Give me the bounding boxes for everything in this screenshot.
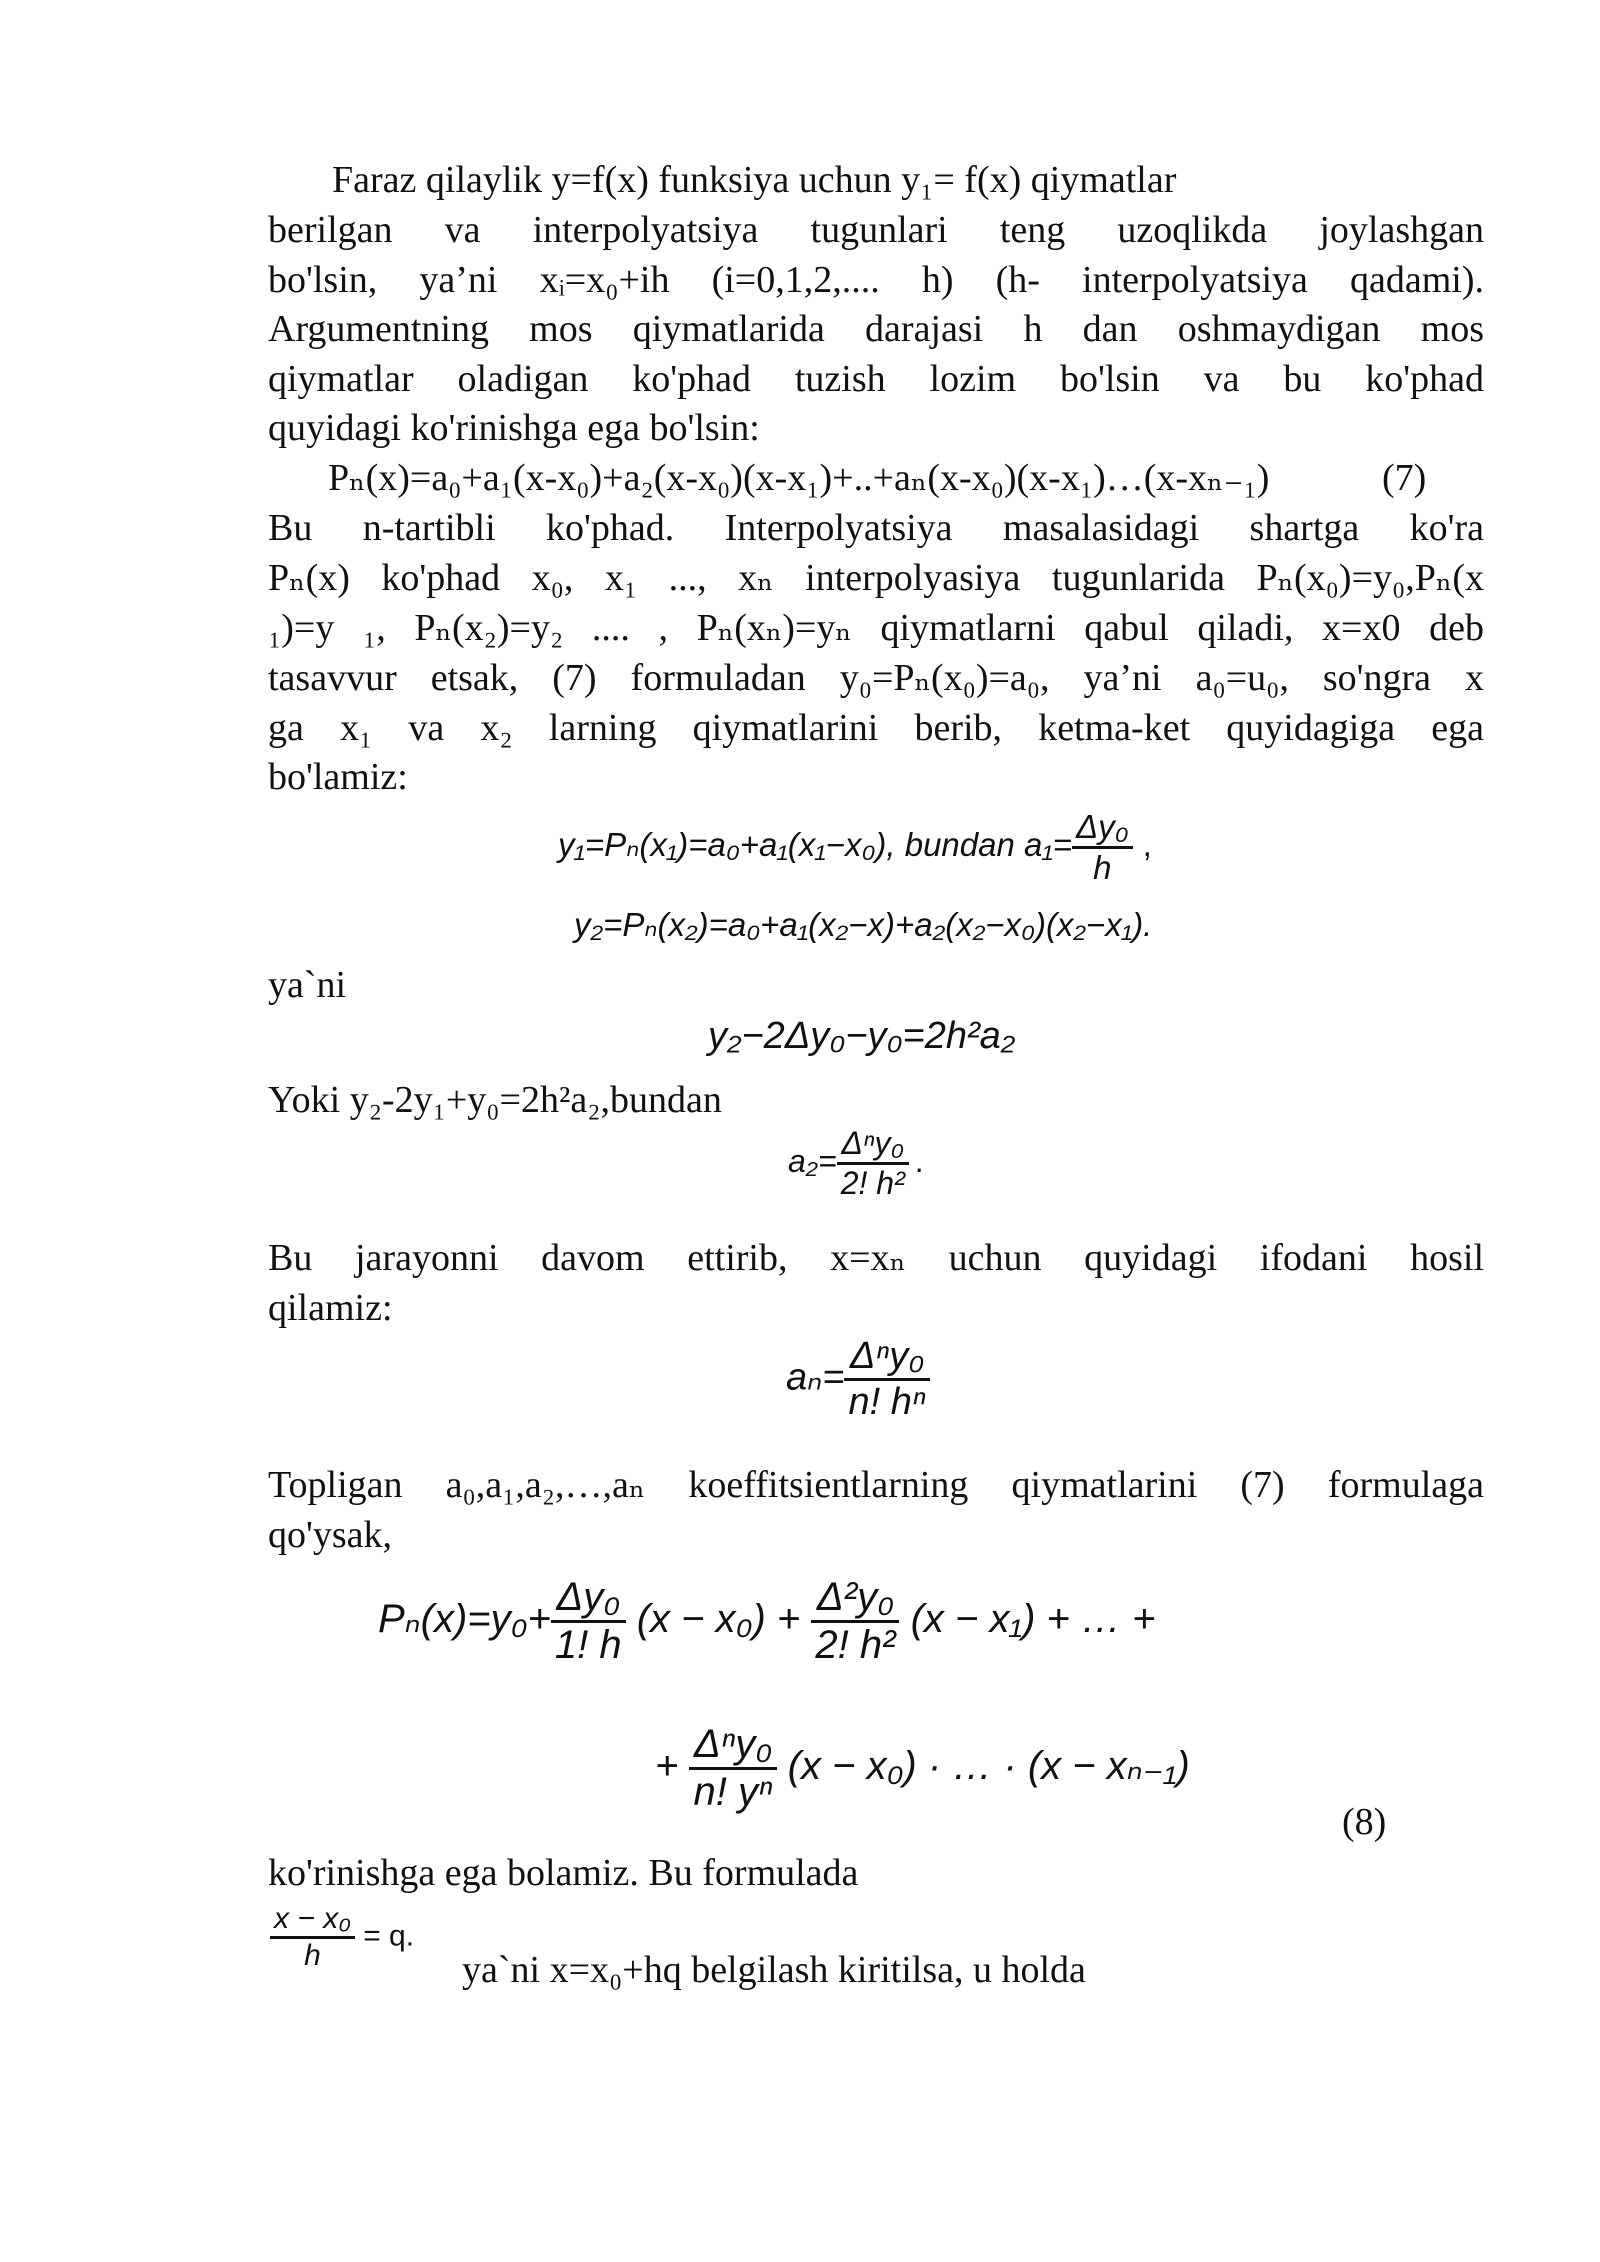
paragraph-1-line-2: berilgan va interpolyatsiya tugunlari teng uzoqlikda joylashgan <box>268 209 1484 251</box>
formula-q-fraction <box>270 1902 355 1973</box>
formula-8-fraction-3 <box>689 1722 776 1815</box>
paragraph-4-line-1: Topligan a₀,a₁,a₂,…,aₙ koeffitsientlarning qiymatlarini (7) formulaga <box>268 1464 1484 1506</box>
paragraph-2-line-6: bo'lamiz: <box>268 756 408 798</box>
yani-label: ya`ni <box>268 964 347 1006</box>
formula-8-row-2-plus: + <box>655 1744 679 1789</box>
formula-an-lhs: aₙ= <box>786 1356 845 1399</box>
formula-q-numerator: x − x₀ <box>270 1902 355 1939</box>
formula-8-row-2 <box>655 1722 1190 1815</box>
formula-y1-tail: , <box>1142 826 1152 864</box>
formula-a2-tail: . <box>914 1142 924 1179</box>
paragraph-2-line-1: Bu n-tartibli ko'phad. Interpolyatsiya masalasidagi shartga ko'ra <box>268 507 1484 549</box>
formula-an <box>786 1335 930 1424</box>
yoki-line: Yoki y₂-2y₁+y₀=2h²a₂,bundan <box>268 1079 722 1121</box>
equation-7: Pₙ(x)=a₀+a₁(x-x₀)+a₂(x-x₀)(x-x₁)+..+aₙ(x-x₀)(x-x₁)…(x-xₙ₋₁) <box>328 457 1270 499</box>
formula-q-denominator: h <box>304 1939 321 1972</box>
formula-8-fraction-1-denominator: 1! h <box>554 1623 622 1667</box>
formula-a2-numerator: Δⁿy₀ <box>837 1125 909 1165</box>
formula-y1 <box>558 808 1152 887</box>
formula-a2-denominator: 2! h² <box>840 1165 905 1201</box>
formula-8-fraction-2 <box>811 1575 899 1668</box>
paragraph-4-line-2: qo'ysak, <box>268 1514 393 1556</box>
paragraph-3-line-1: Bu jarayonni davom ettirib, x=xₙ uchun quyidagi ifodani hosil <box>268 1237 1484 1279</box>
formula-y1-lhs: y₁=Pₙ(x₁)=a₀+a₁(x₁−x₀), bundan a₁= <box>558 826 1073 864</box>
formula-8-fraction-3-denominator: n! yⁿ <box>693 1770 773 1814</box>
equation-8-number: (8) <box>1342 1801 1387 1843</box>
formula-a2 <box>788 1125 924 1202</box>
formula-8-middle-2: (x − x₁) + … + <box>910 1597 1156 1642</box>
formula-8-row-1 <box>378 1575 1155 1668</box>
paragraph-1-line-6: quyidagi ko'rinishga ega bo'lsin: <box>268 407 760 449</box>
paragraph-1-line-5: qiymatlar oladigan ko'phad tuzish lozim bo'lsin va bu ko'phad <box>268 358 1484 400</box>
paragraph-1-line-3: bo'lsin, ya’ni xᵢ=x₀+ih (i=0,1,2,.... h) (h- interpolyatsiya qadami). <box>268 259 1484 301</box>
formula-y2: y₂=Pₙ(x₂)=a₀+a₁(x₂−x)+a₂(x₂−x₀)(x₂−x₁). <box>574 906 1153 943</box>
equation-7-number: (7) <box>1382 457 1427 499</box>
formula-q <box>270 1902 414 1973</box>
paragraph-1-line-4: Argumentning mos qiymatlarida darajasi h dan oshmaydigan mos <box>268 308 1484 350</box>
paragraph-1-line-1: Faraz qilaylik y=f(x) funksiya uchun y₁= f(x) qiymatlar <box>332 159 1177 201</box>
formula-8-row-2-tail: (x − x₀) · … · (x − xₙ₋₁) <box>787 1744 1190 1789</box>
formula-an-fraction <box>844 1335 929 1424</box>
formula-8-lhs: Pₙ(x)=y₀+ <box>378 1597 551 1642</box>
formula-8-fraction-1-numerator: Δy₀ <box>551 1575 626 1623</box>
formula-a2-lhs: a₂= <box>788 1142 837 1179</box>
formula-y1-denominator: h <box>1093 849 1112 886</box>
formula-8-fraction-2-denominator: 2! h² <box>815 1623 896 1667</box>
final-line: ya`ni x=x₀+hq belgilash kiritilsa, u holda <box>462 1949 1086 1991</box>
formula-y1-numerator: Δy₀ <box>1072 808 1133 849</box>
paragraph-3-line-2: qilamiz: <box>268 1287 393 1329</box>
formula-8-fraction-3-numerator: Δⁿy₀ <box>689 1722 776 1770</box>
formula-an-numerator: Δⁿy₀ <box>844 1335 929 1381</box>
paragraph-5-line-1: ko'rinishga ega bolamiz. Bu formulada <box>268 1852 859 1894</box>
formula-8-fraction-1 <box>551 1575 626 1668</box>
formula-y1-fraction <box>1072 808 1133 887</box>
paragraph-2-line-5: ga x₁ va x₂ larning qiymatlarini berib, ketma-ket quyidagiga ega <box>268 707 1484 749</box>
formula-yani: y₂−2Δy₀−y₀=2h²a₂ <box>708 1015 1016 1057</box>
formula-q-tail: = q. <box>363 1919 415 1953</box>
formula-an-denominator: n! hⁿ <box>848 1381 926 1423</box>
formula-8-fraction-2-numerator: Δ²y₀ <box>811 1575 899 1623</box>
paragraph-2-line-4: tasavvur etsak, (7) formuladan y₀=Pₙ(x₀)=a₀, ya’ni a₀=u₀, so'ngra x <box>268 657 1484 699</box>
formula-8-middle-1: (x − x₀) + <box>636 1597 801 1642</box>
formula-a2-fraction <box>837 1125 909 1202</box>
paragraph-2-line-3: ₁)=y ₁, Pₙ(x₂)=y₂ .... , Pₙ(xₙ)=yₙ qiymatlarni qabul qiladi, x=x0 deb <box>268 607 1484 649</box>
paragraph-2-line-2: Pₙ(x) ko'phad x₀, x₁ ..., xₙ interpolyasiya tugunlarida Pₙ(x₀)=y₀,Pₙ(x <box>268 557 1484 599</box>
